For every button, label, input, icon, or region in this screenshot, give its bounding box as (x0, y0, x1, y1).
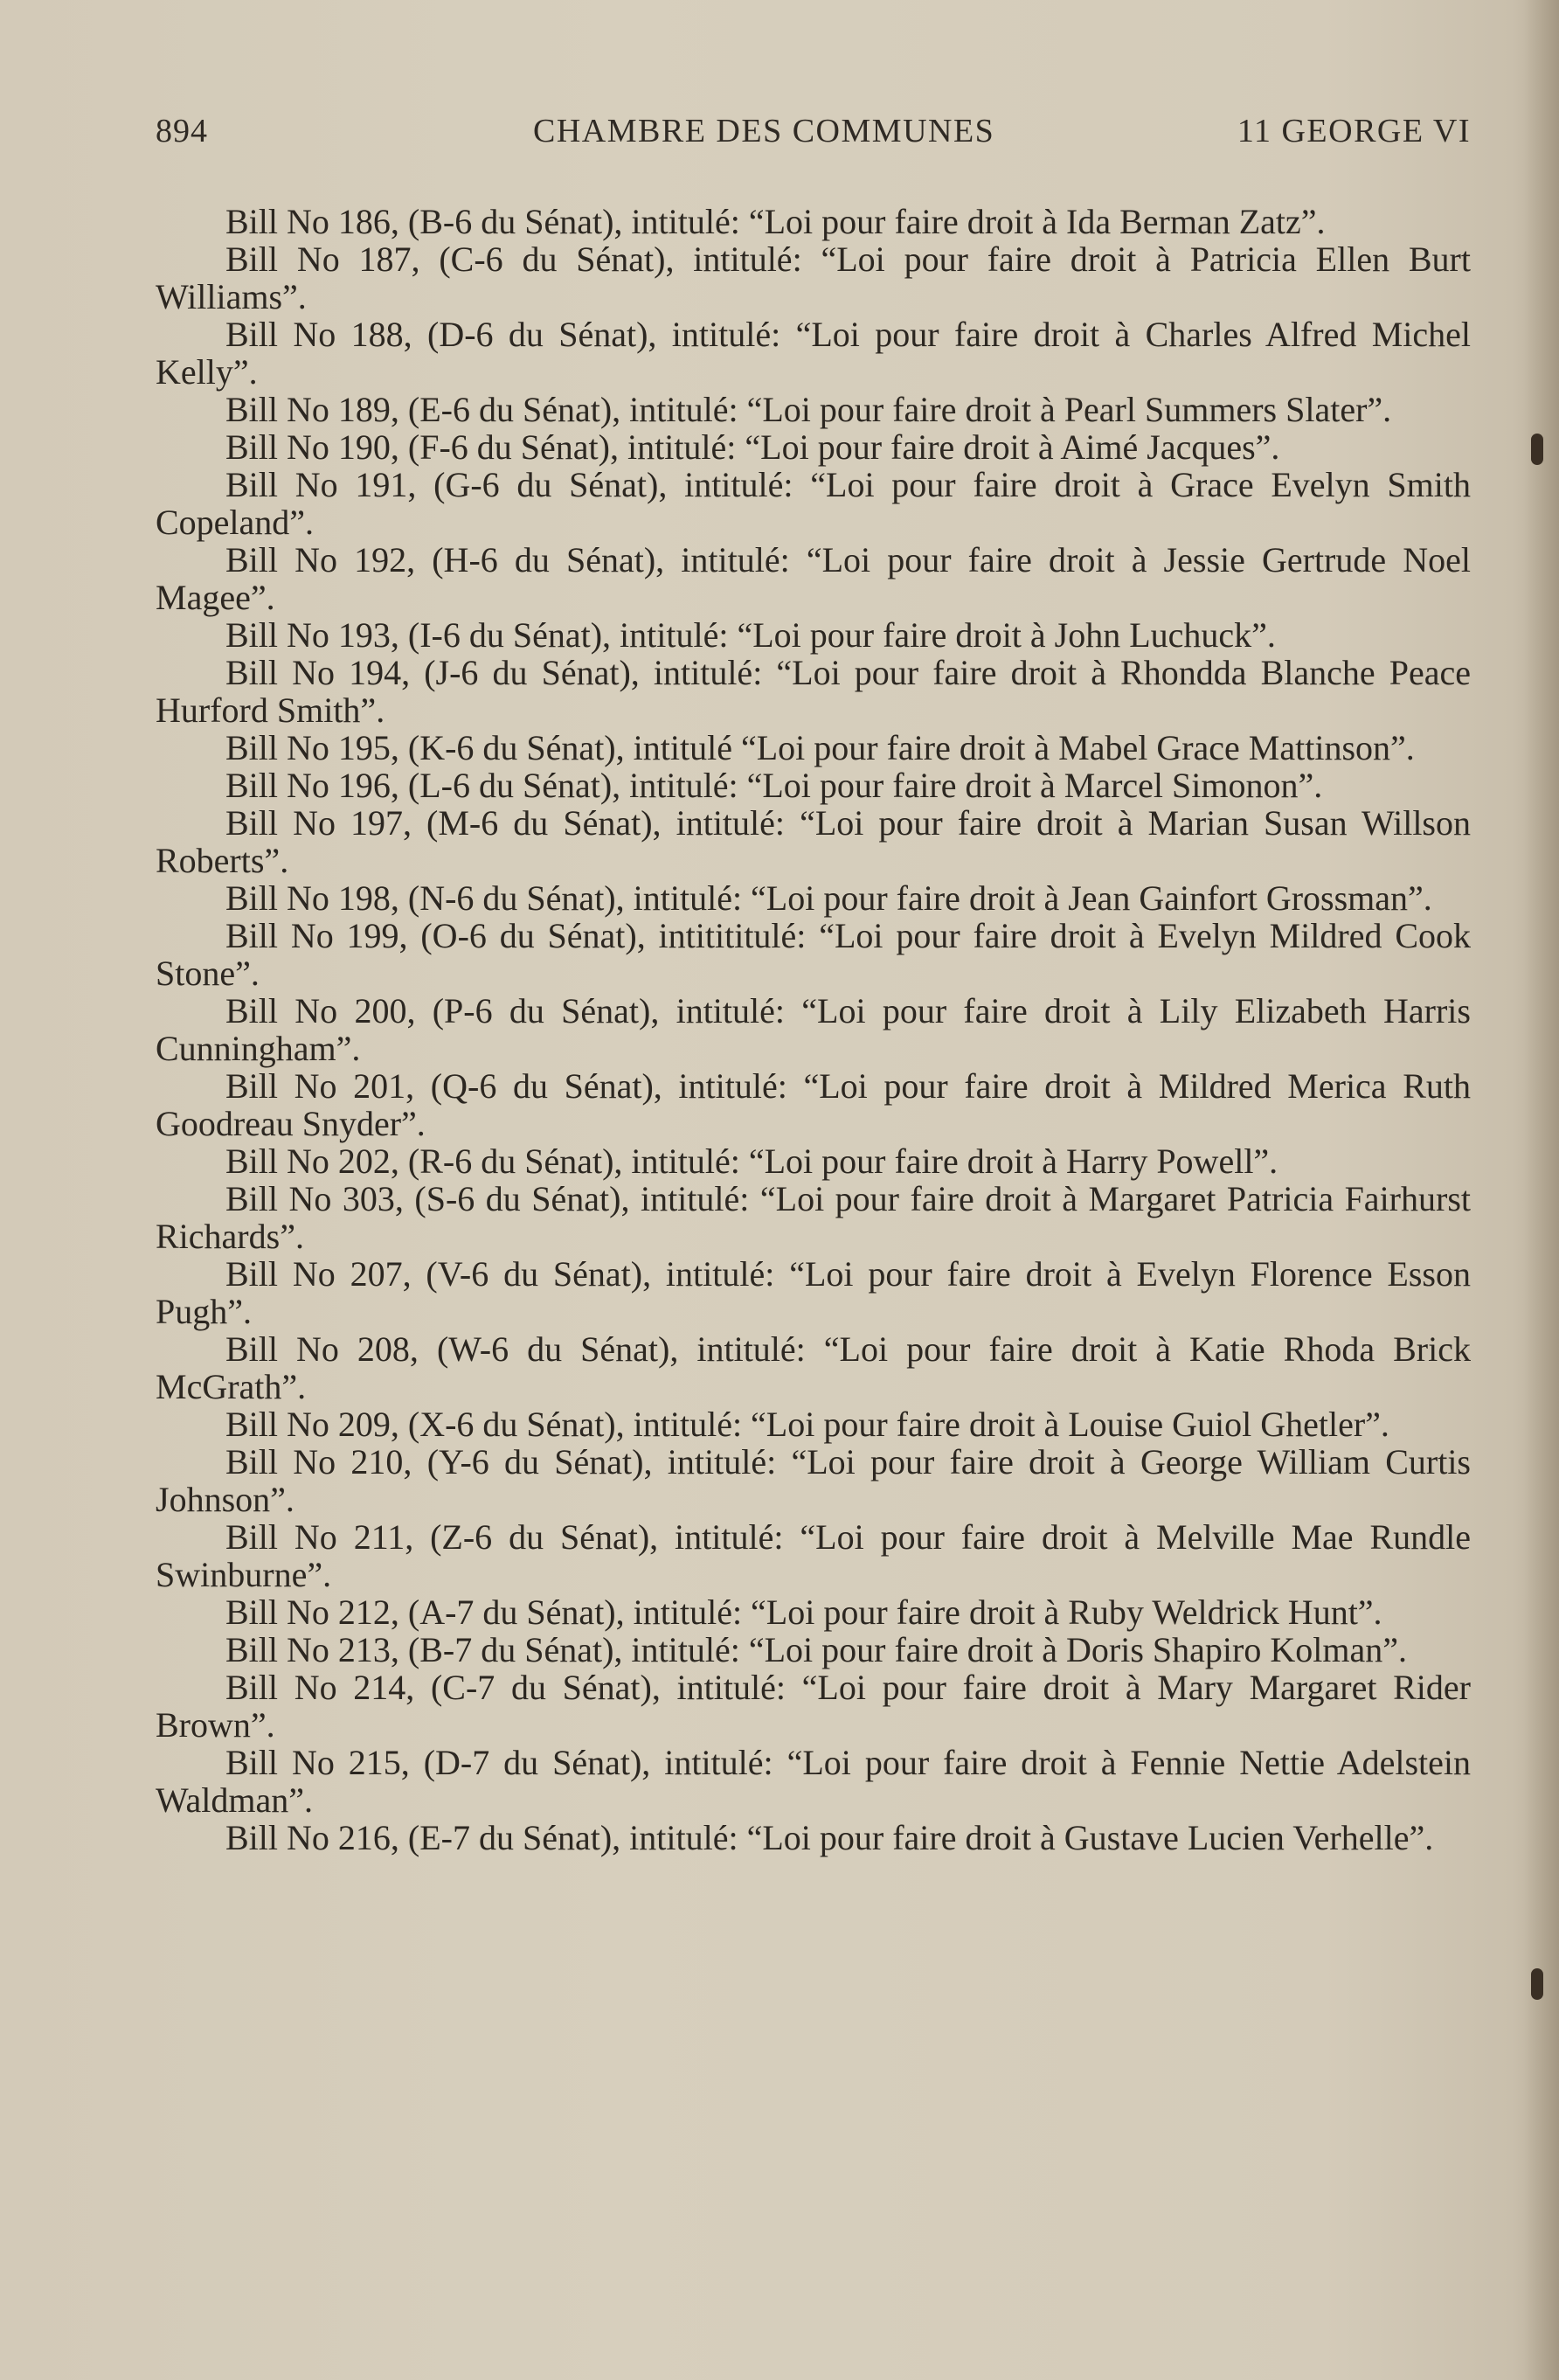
bill-entry: Bill No 193, (I-6 du Sénat), intitulé: “Loi pour faire droit à John Luchuck”. (225, 615, 1276, 655)
bill-entry: Bill No 190, (F-6 du Sénat), intitulé: “Loi pour faire droit à Aimé Jacques”. (225, 427, 1280, 467)
bill-entry: Bill No 192, (H-6 du Sénat), intitulé: “Loi pour faire droit à Jessie Gertrude Noel Magee”. (156, 540, 1471, 617)
bill-entry: Bill No 202, (R-6 du Sénat), intitulé: “Loi pour faire droit à Harry Powell”. (225, 1141, 1278, 1181)
bill-entry: Bill No 188, (D-6 du Sénat), intitulé: “Loi pour faire droit à Charles Alfred Michel Kelly”. (156, 315, 1471, 392)
page-edge-shadow (1524, 0, 1559, 2380)
bill-entry: Bill No 200, (P-6 du Sénat), intitulé: “Loi pour faire droit à Lily Elizabeth Harris Cunningham”. (156, 991, 1471, 1068)
binding-hole-mark (1531, 1968, 1543, 2000)
bill-entry: Bill No 214, (C-7 du Sénat), intitulé: “Loi pour faire droit à Mary Margaret Rider Brown”. (156, 1668, 1471, 1745)
bill-entry: Bill No 208, (W-6 du Sénat), intitulé: “Loi pour faire droit à Katie Rhoda Brick McGrath”. (156, 1329, 1471, 1406)
bill-entry: Bill No 207, (V-6 du Sénat), intitulé: “Loi pour faire droit à Evelyn Florence Esson Pugh”. (156, 1254, 1471, 1331)
bill-entry: Bill No 187, (C-6 du Sénat), intitulé: “Loi pour faire droit à Patricia Ellen Burt Williams”. (156, 239, 1471, 316)
binding-hole-mark (1531, 434, 1543, 465)
page-header (156, 103, 1471, 159)
bill-entry: Bill No 215, (D-7 du Sénat), intitulé: “Loi pour faire droit à Fennie Nettie Adelstein Waldman”. (156, 1743, 1471, 1820)
bill-entry: Bill No 195, (K-6 du Sénat), intitulé “Loi pour faire droit à Mabel Grace Mattinson”. (225, 728, 1415, 767)
bill-entry: Bill No 209, (X-6 du Sénat), intitulé: “Loi pour faire droit à Louise Guiol Ghetler”. (225, 1405, 1389, 1444)
page-number: 894 (156, 113, 208, 149)
bill-entry: Bill No 303, (S-6 du Sénat), intitulé: “Loi pour faire droit à Margaret Patricia Fairhurst Richards”. (156, 1179, 1471, 1256)
bill-entry: Bill No 201, (Q-6 du Sénat), intitulé: “Loi pour faire droit à Mildred Merica Ruth Goodreau Snyder”. (156, 1066, 1471, 1143)
bill-entry: Bill No 189, (E-6 du Sénat), intitulé: “Loi pour faire droit à Pearl Summers Slater”. (225, 390, 1392, 429)
bill-entry: Bill No 194, (J-6 du Sénat), intitulé: “Loi pour faire droit à Rhondda Blanche Peace Hurford Smith”. (156, 653, 1471, 730)
regnal-year: 11 GEORGE VI (1237, 113, 1471, 149)
bill-entry: Bill No 197, (M-6 du Sénat), intitulé: “Loi pour faire droit à Marian Susan Willson Roberts”. (156, 803, 1471, 880)
bill-entry: Bill No 211, (Z-6 du Sénat), intitulé: “Loi pour faire droit à Melville Mae Rundle Swinburne”. (156, 1517, 1471, 1594)
bill-entry: Bill No 212, (A-7 du Sénat), intitulé: “Loi pour faire droit à Ruby Weldrick Hunt”. (225, 1592, 1382, 1632)
bill-entry: Bill No 216, (E-7 du Sénat), intitulé: “Loi pour faire droit à Gustave Lucien Verhelle”. (225, 1818, 1434, 1857)
bill-entry: Bill No 199, (O-6 du Sénat), intitititulé: “Loi pour faire droit à Evelyn Mildred Cook Stone”. (156, 916, 1471, 993)
bill-entry: Bill No 196, (L-6 du Sénat), intitulé: “Loi pour faire droit à Marcel Simonon”. (225, 766, 1323, 805)
bill-entry: Bill No 210, (Y-6 du Sénat), intitulé: “Loi pour faire droit à George William Curtis Johnson”. (156, 1442, 1471, 1519)
bill-entry: Bill No 186, (B-6 du Sénat), intitulé: “Loi pour faire droit à Ida Berman Zatz”. (225, 202, 1326, 241)
running-title: CHAMBRE DES COMMUNES (533, 113, 995, 149)
bill-list (156, 203, 1471, 1856)
bill-entry: Bill No 198, (N-6 du Sénat), intitulé: “Loi pour faire droit à Jean Gainfort Grossman”. (225, 878, 1432, 918)
bill-entry: Bill No 213, (B-7 du Sénat), intitulé: “Loi pour faire droit à Doris Shapiro Kolman”. (225, 1630, 1407, 1669)
bill-entry: Bill No 191, (G-6 du Sénat), intitulé: “Loi pour faire droit à Grace Evelyn Smith Copeland”. (156, 465, 1471, 542)
